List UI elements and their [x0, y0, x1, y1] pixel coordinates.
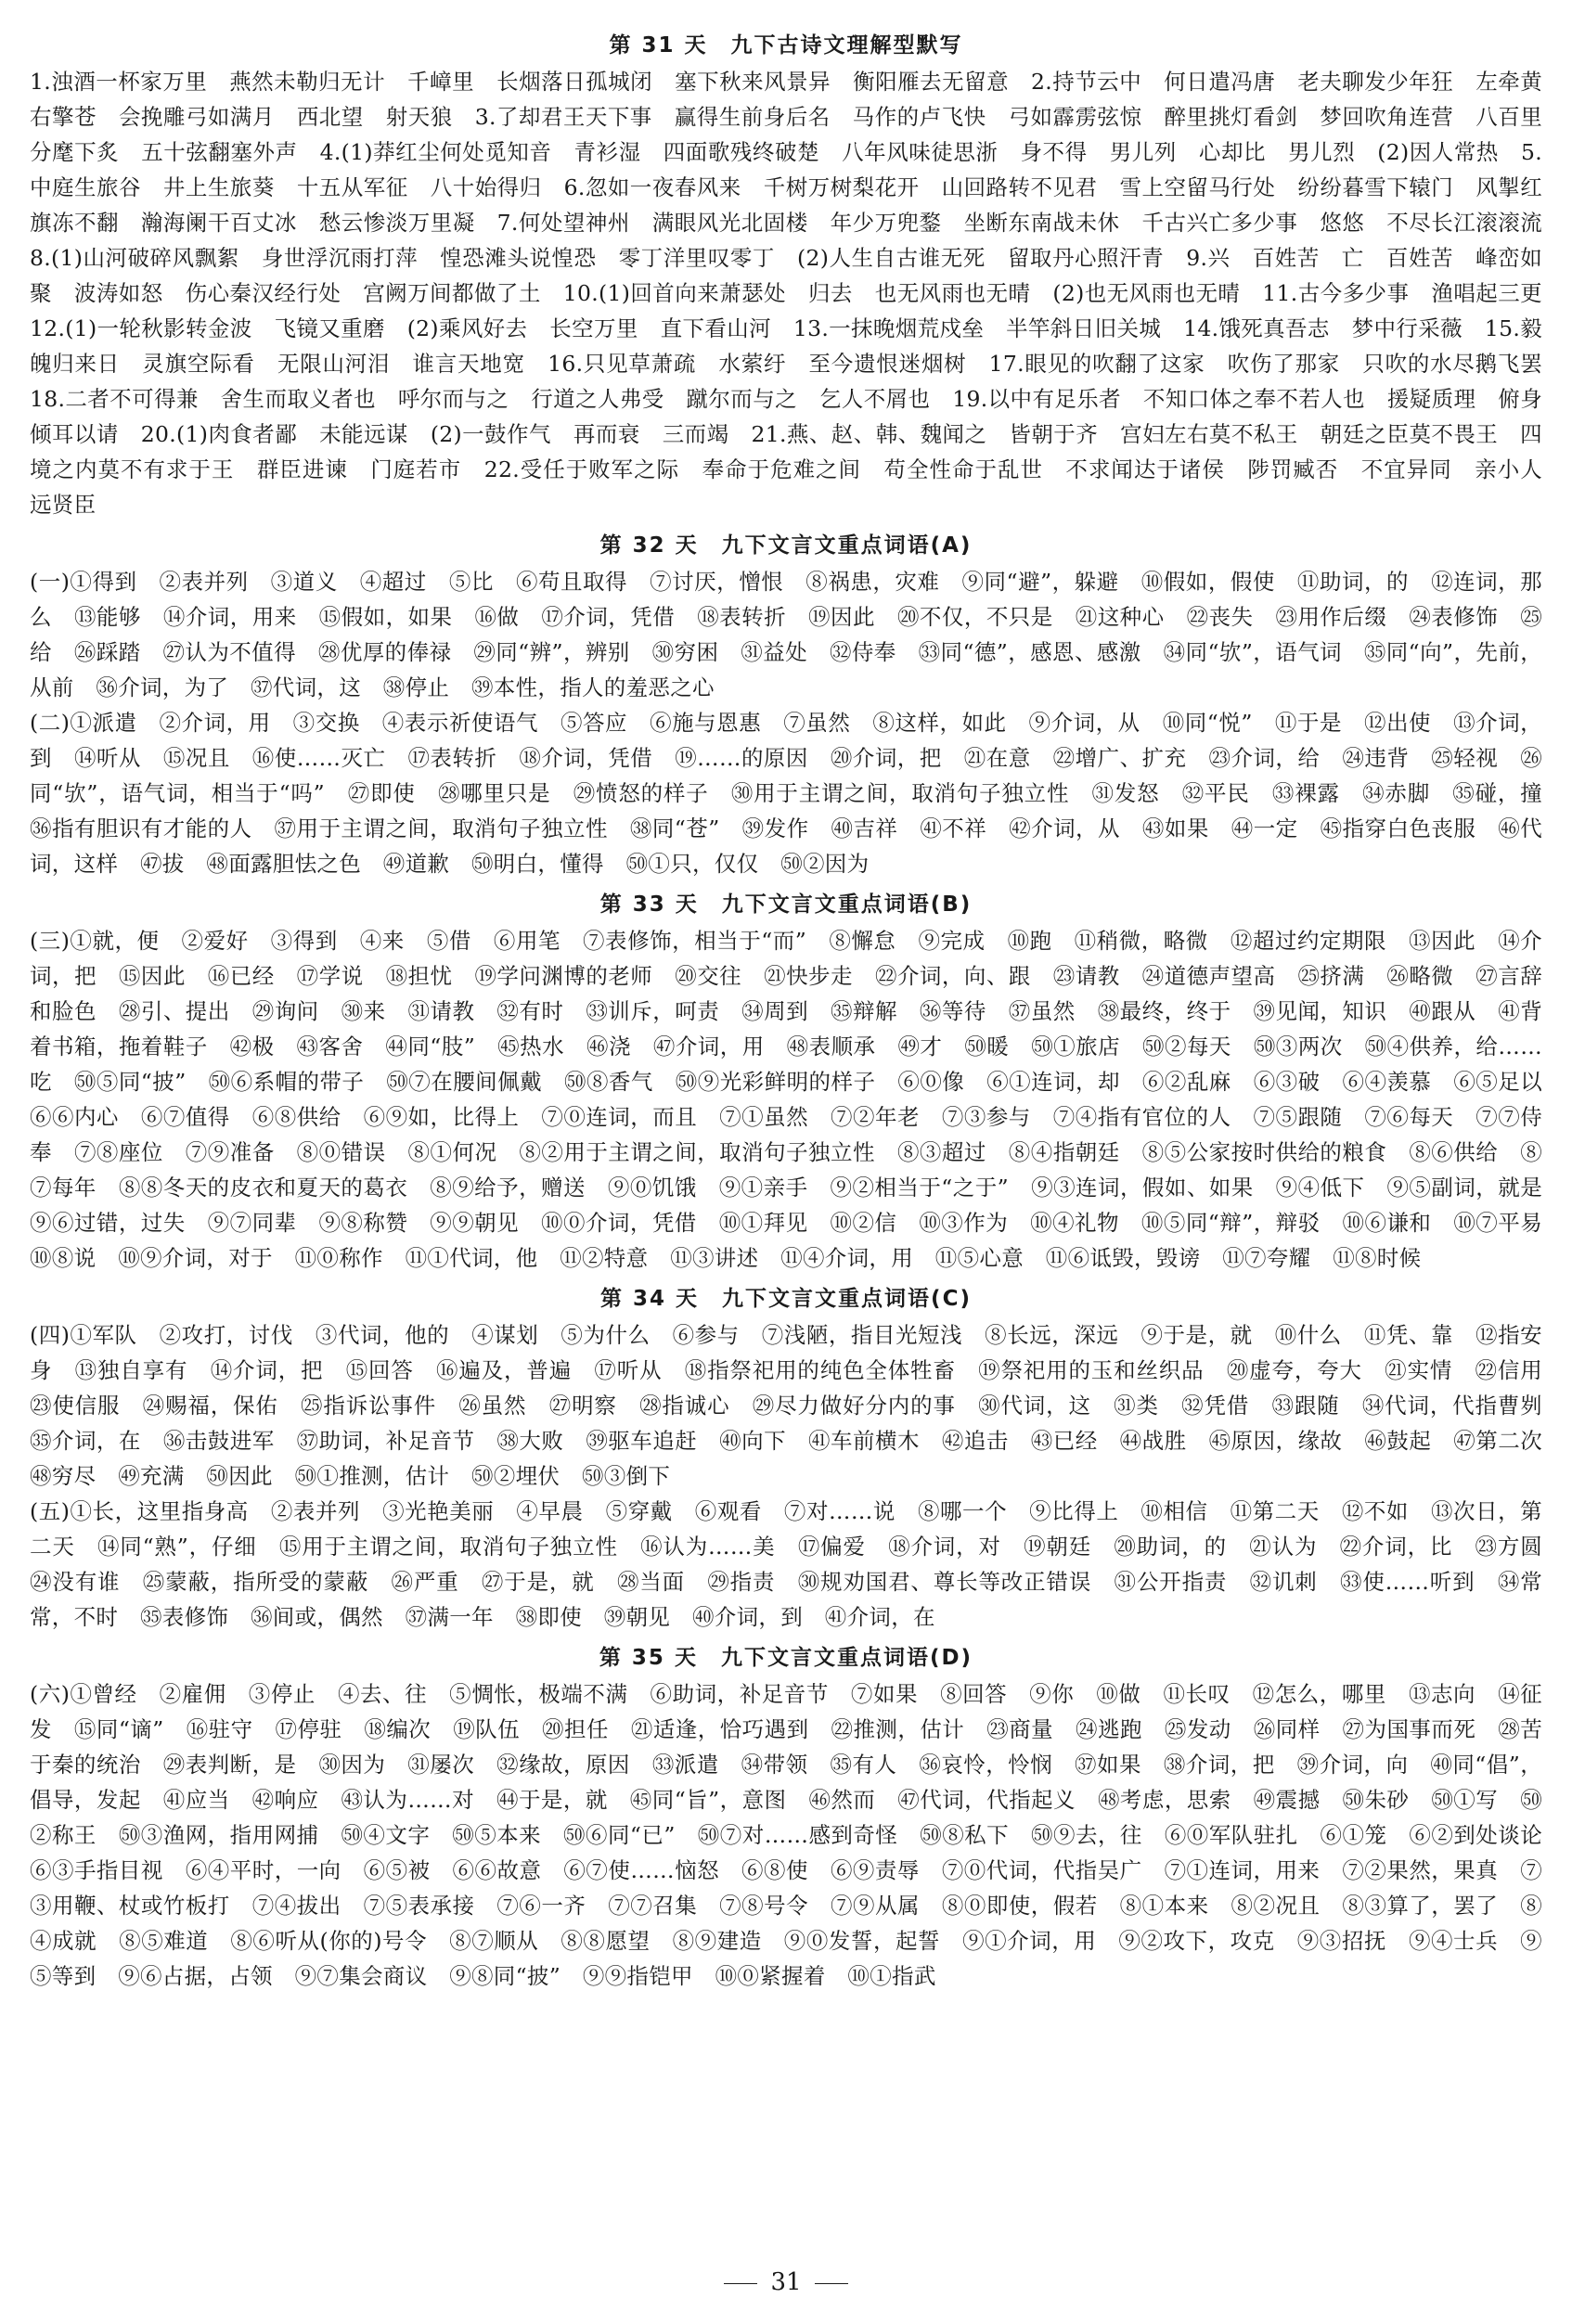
answer-paragraph: 1.浊酒一杯家万里 燕然未勒归无计 千嶂里 长烟落日孤城闭 塞下秋来风景异 衡阳雁去无留意 2.持节云中 何日遣冯唐 老夫聊发少年狂 左牵黄 右擎苍 会挽雕弓如满月 西北望 射天狼 3.了却君王天下事 赢得生前身后名 马作的卢飞快 弓如霹雳弦惊 醉里挑灯看剑 梦回吹角连营 八百里分麾下炙 五十弦翻塞外声 4.(1)莽红尘何处觅知音 青衫湿 四面歌残终破楚 八年风味徒思浙 身不得 男儿列 心却比 男儿烈 (2)因人常热 5.中庭生旅谷 井上生旅葵 十五从军征 八十始得归 6.忽如一夜春风来 千树万树梨花开 山回路转不见君 雪上空留马行处 纷纷暮雪下辕门 风掣红旗冻不翻 瀚海阑干百丈冰 愁云惨淡万里凝 7.何处望神州 满眼风光北固楼 年少万兜鍪 坐断东南战未休 千古兴亡多少事 悠悠 不尽长江滚滚流 8.(1)山河破碎风飘絮 身世浮沉雨打萍 惶恐滩头说惶恐 零丁洋里叹零丁 (2)人生自古谁无死 留取丹心照汗青 9.兴 百姓苦 亡 百姓苦 峰峦如聚 波涛如怒 伤心秦汉经行处 宫阙万间都做了土 10.(1)回首向来萧瑟处 归去 也无风雨也无晴 (2)也无风雨也无晴 11.古今多少事 渔唱起三更 12.(1)一轮秋影转金波 飞镜又重磨 (2)乘风好去 长空万里 直下看山河 13.一抹晚烟荒戍垒 半竿斜日旧关城 14.饿死真吾志 梦中行采薇 15.毅魄归来日 灵旗空际看 无限山河泪 谁言天地宽 16.只见草萧疏 水萦纡 至今遗恨迷烟树 17.眼见的吹翻了这家 吹伤了那家 只吹的水尽鹅飞罢 18.二者不可得兼 舍生而取义者也 呼尔而与之 行道之人弗受 蹴尔而与之 乞人不屑也 19.以中有足乐者 不知口体之奉不若人也 援疑质理 俯身倾耳以请 20.(1)肉食者鄙 未能远谋 (2)一鼓作气 再而衰 三而竭 21.燕、赵、韩、魏闻之 皆朝于齐 宫妇左右莫不私王 朝廷之臣莫不畏王 四境之内莫不有求于王 群臣进谏 门庭若市 22.受任于败军之际 奉命于危难之间 苟全性命于乱世 不求闻达于诸侯 陟罚臧否 不宜异同 亲小人 远贤臣	[30, 69, 1565, 518]
footer-dash-right	[815, 2283, 848, 2284]
section-title: 第 32 天 九下文言文重点词语(A)	[599, 533, 973, 558]
section-day-32	[30, 528, 1565, 881]
footer-dash-left	[724, 2283, 757, 2284]
section-title: 第 35 天 九下文言文重点词语(D)	[599, 1646, 973, 1670]
page-number: 31	[770, 2268, 802, 2296]
answer-paragraph: (三)①就，便 ②爱好 ③得到 ④来 ⑤借 ⑥用笔 ⑦表修饰，相当于“而” ⑧懈怠 ⑨完成 ⑩跑 ⑪稍微，略微 ⑫超过约定期限 ⑬因此 ⑭介词，把 ⑮因此 ⑯已经 ⑰学说 ⑱担忧 ⑲学问渊博的老师 ⑳交往 ㉑快步走 ㉒介词，向、跟 ㉓请教 ㉔道德声望高 ㉕挤满 ㉖略微 ㉗言辞和脸色 ㉘引、提出 ㉙询问 ㉚来 ㉛请教 ㉜有时 ㉝训斥，呵责 ㉞周到 ㉟辩解 ㊱等待 ㊲虽然 ㊳最终，终于 ㊴见闻，知识 ㊵跟从 ㊶背着书箱，拖着鞋子 ㊷极 ㊸客舍 ㊹同“肢” ㊺热水 ㊻浇 ㊼介词，用 ㊽表顺承 ㊾才 ㊿暖 ㊿①旅店 ㊿②每天 ㊿③两次 ㊿④供养，给……吃 ㊿⑤同“披” ㊿⑥系帽的带子 ㊿⑦在腰间佩戴 ㊿⑧香气 ㊿⑨光彩鲜明的样子 ⑥⓪像 ⑥①连词，却 ⑥②乱麻 ⑥③破 ⑥④羡慕 ⑥⑤足以 ⑥⑥内心 ⑥⑦值得 ⑥⑧供给 ⑥⑨如，比得上 ⑦⓪连词，而且 ⑦①虽然 ⑦②年老 ⑦③参与 ⑦④指有官位的人 ⑦⑤跟随 ⑦⑥每天 ⑦⑦侍奉 ⑦⑧座位 ⑦⑨准备 ⑧⓪错误 ⑧①何况 ⑧②用于主谓之间，取消句子独立性 ⑧③超过 ⑧④指朝廷 ⑧⑤公家按时供给的粮食 ⑧⑥供给 ⑧⑦每年 ⑧⑧冬天的皮衣和夏天的葛衣 ⑧⑨给予，赠送 ⑨⓪饥饿 ⑨①亲手 ⑨②相当于“之于” ⑨③连词，假如、如果 ⑨④低下 ⑨⑤副词，就是 ⑨⑥过错，过失 ⑨⑦同辈 ⑨⑧称赞 ⑨⑨朝见 ⑩⓪介词，凭借 ⑩①拜见 ⑩②信 ⑩③作为 ⑩④礼物 ⑩⑤同“辩”，辩驳 ⑩⑥谦和 ⑩⑦平易 ⑩⑧说 ⑩⑨介词，对于 ⑪⓪称作 ⑪①代词，他 ⑪②特意 ⑪③讲述 ⑪④介词，用 ⑪⑤心意 ⑪⑥诋毁，毁谤 ⑪⑦夸耀 ⑪⑧时候	[30, 928, 1565, 1271]
section-day-33	[30, 887, 1565, 1276]
answer-paragraph: (五)①长，这里指身高 ②表并列 ③光艳美丽 ④早晨 ⑤穿戴 ⑥观看 ⑦对……说 ⑧哪一个 ⑨比得上 ⑩相信 ⑪第二天 ⑫不如 ⑬次日，第二天 ⑭同“熟”，仔细 ⑮用于主谓之间，取消句子独立性 ⑯认为……美 ⑰偏爱 ⑱介词，对 ⑲朝廷 ⑳助词，的 ㉑认为 ㉒介词，比 ㉓方圆 ㉔没有谁 ㉕蒙蔽，指所受的蒙蔽 ㉖严重 ㉗于是，就 ㉘当面 ㉙指责 ㉚规劝国君、尊长等改正错误 ㉛公开指责 ㉜讥刺 ㉝使……听到 ㉞常常，不时 ㉟表修饰 ㊱间或，偶然 ㊲满一年 ㊳即使 ㊴朝见 ㊵介词，到 ㊶介词，在	[30, 1498, 1565, 1630]
section-title: 第 34 天 九下文言文重点词语(C)	[600, 1287, 972, 1311]
section-day-31	[30, 28, 1565, 522]
page-footer	[0, 2268, 1572, 2296]
section-title: 第 33 天 九下文言文重点词语(B)	[599, 892, 973, 917]
section-day-34	[30, 1281, 1565, 1635]
answer-paragraph: (四)①军队 ②攻打，讨伐 ③代词，他的 ④谋划 ⑤为什么 ⑥参与 ⑦浅陋，指目光短浅 ⑧长远，深远 ⑨于是，就 ⑩什么 ⑪凭、靠 ⑫指安身 ⑬独自享有 ⑭介词，把 ⑮回答 ⑯遍及，普遍 ⑰听从 ⑱指祭祀用的纯色全体牲畜 ⑲祭祀用的玉和丝织品 ⑳虚夸，夸大 ㉑实情 ㉒信用 ㉓使信服 ㉔赐福，保佑 ㉕指诉讼事件 ㉖虽然 ㉗明察 ㉘指诚心 ㉙尽力做好分内的事 ㉚代词，这 ㉛类 ㉜凭借 ㉝跟随 ㉞代词，代指曹刿 ㉟介词，在 ㊱击鼓进军 ㊲助词，补足音节 ㊳大败 ㊴驱车追赶 ㊵向下 ㊶车前横木 ㊷追击 ㊸已经 ㊹战胜 ㊺原因，缘故 ㊻鼓起 ㊼第二次 ㊽穷尽 ㊾充满 ㊿因此 ㊿①推测，估计 ㊿②埋伏 ㊿③倒下	[30, 1322, 1565, 1489]
answer-paragraph: (一)①得到 ②表并列 ③道义 ④超过 ⑤比 ⑥苟且取得 ⑦讨厌，憎恨 ⑧祸患，灾难 ⑨同“避”，躲避 ⑩假如，假使 ⑪助词，的 ⑫连词，那么 ⑬能够 ⑭介词，用来 ⑮假如，如果 ⑯做 ⑰介词，凭借 ⑱表转折 ⑲因此 ⑳不仅，不只是 ㉑这种心 ㉒丧失 ㉓用作后缀 ㉔表修饰 ㉕给 ㉖踩踏 ㉗认为不值得 ㉘优厚的俸禄 ㉙同“辨”，辨别 ㉚穷困 ㉛益处 ㉜侍奉 ㉝同“德”，感恩、感激 ㉞同“欤”，语气词 ㉟同“向”，先前，从前 ㊱介词，为了 ㊲代词，这 ㊳停止 ㊴本性，指人的羞恶之心	[30, 569, 1542, 700]
section-title: 第 31 天 九下古诗文理解型默写	[609, 33, 963, 58]
answer-paragraph: (六)①曾经 ②雇佣 ③停止 ④去、往 ⑤惆怅，极端不满 ⑥助词，补足音节 ⑦如果 ⑧回答 ⑨你 ⑩做 ⑪长叹 ⑫怎么，哪里 ⑬志向 ⑭征发 ⑮同“谪” ⑯驻守 ⑰停驻 ⑱编次 ⑲队伍 ⑳担任 ㉑适逢，恰巧遇到 ㉒推测，估计 ㉓商量 ㉔逃跑 ㉕发动 ㉖同样 ㉗为国事而死 ㉘苦于秦的统治 ㉙表判断，是 ㉚因为 ㉛屡次 ㉜缘故，原因 ㉝派遣 ㉞带领 ㉟有人 ㊱哀怜，怜悯 ㊲如果 ㊳介词，把 ㊴介词，向 ㊵同“倡”，倡导，发起 ㊶应当 ㊷响应 ㊸认为……对 ㊹于是，就 ㊺同“旨”，意图 ㊻然而 ㊼代词，代指起义 ㊽考虑，思索 ㊾震撼 ㊿朱砂 ㊿①写 ㊿②称王 ㊿③渔网，指用网捕 ㊿④文字 ㊿⑤本来 ㊿⑥同“已” ㊿⑦对……感到奇怪 ㊿⑧私下 ㊿⑨去，往 ⑥⓪军队驻扎 ⑥①笼 ⑥②到处谈论 ⑥③手指目视 ⑥④平时，一向 ⑥⑤被 ⑥⑥故意 ⑥⑦使……恼怒 ⑥⑧使 ⑥⑨责辱 ⑦⓪代词，代指吴广 ⑦①连词，用来 ⑦②果然，果真 ⑦③用鞭、杖或竹板打 ⑦④拔出 ⑦⑤表承接 ⑦⑥一齐 ⑦⑦召集 ⑦⑧号令 ⑦⑨从属 ⑧⓪即使，假若 ⑧①本来 ⑧②况且 ⑧③算了，罢了 ⑧④成就 ⑧⑤难道 ⑧⑥听从(你的)号令 ⑧⑦顺从 ⑧⑧愿望 ⑧⑨建造 ⑨⓪发誓，起誓 ⑨①介词，用 ⑨②攻下，攻克 ⑨③招抚 ⑨④士兵 ⑨⑤等到 ⑨⑥占据，占领 ⑨⑦集会商议 ⑨⑧同“披” ⑨⑨指铠甲 ⑩⓪紧握着 ⑩①指武	[30, 1681, 1565, 1989]
section-day-35	[30, 1640, 1565, 1994]
answer-paragraph: (二)①派遣 ②介词，用 ③交换 ④表示祈使语气 ⑤答应 ⑥施与恩惠 ⑦虽然 ⑧这样，如此 ⑨介词，从 ⑩同“悦” ⑪于是 ⑫出使 ⑬介词，到 ⑭听从 ⑮况且 ⑯使……灭亡 ⑰表转折 ⑱介词，凭借 ⑲……的原因 ⑳介词，把 ㉑在意 ㉒增广、扩充 ㉓介词，给 ㉔违背 ㉕轻视 ㉖同“欤”，语气词，相当于“吗” ㉗即使 ㉘哪里只是 ㉙愤怒的样子 ㉚用于主谓之间，取消句子独立性 ㉛发怒 ㉜平民 ㉝裸露 ㉞赤脚 ㉟碰，撞 ㊱指有胆识有才能的人 ㊲用于主谓之间，取消句子独立性 ㊳同“苍” ㊴发作 ㊵吉祥 ㊶不祥 ㊷介词，从 ㊸如果 ㊹一定 ㊺指穿白色丧服 ㊻代词，这样 ㊼拔 ㊽面露胆怯之色 ㊾道歉 ㊿明白，懂得 ㊿①只，仅仅 ㊿②因为	[30, 710, 1565, 877]
